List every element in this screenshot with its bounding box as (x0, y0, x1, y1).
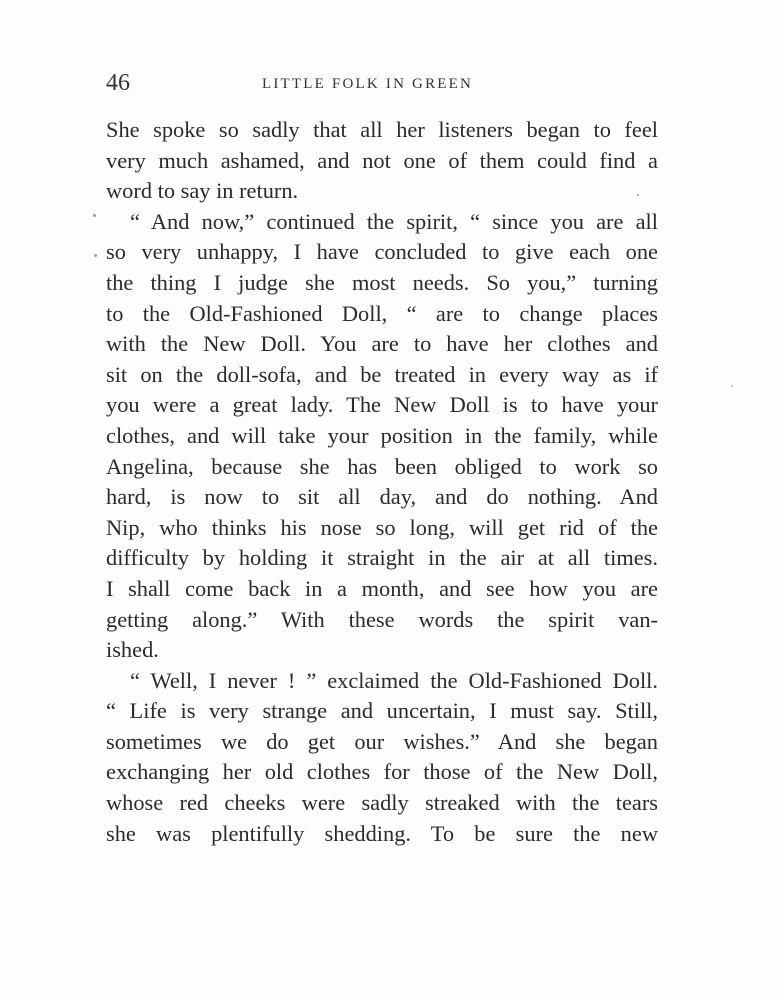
text-line: you were a great lady. The New Doll is to have your (106, 392, 658, 418)
text-line: “ Life is very strange and uncertain, I must say. Still, (106, 698, 658, 724)
text-line: clothes, and will take your position in the family, while (106, 422, 658, 448)
text-line: Angelina, because she has been obliged to work so (106, 453, 658, 479)
text-line: the thing I judge she most needs. So you,” turning (106, 269, 658, 295)
text-line: ished. (106, 637, 159, 663)
text-line: She spoke so sadly that all her listeners began to feel (106, 117, 658, 142)
text-line: with the New Doll. You are to have her clothes and (106, 331, 658, 357)
ink-speck (637, 194, 639, 196)
text-line: “ Well, I never ! ” exclaimed the Old-Fashioned Doll. (130, 667, 658, 693)
page-number: 46 (106, 70, 130, 96)
text-line: getting along.” With these words the spirit van- (106, 606, 658, 632)
text-line: I shall come back in a month, and see how you are (106, 575, 658, 601)
text-line: hard, is now to sit all day, and do nothing. And (106, 484, 658, 510)
text-line: so very unhappy, I have concluded to give each one (106, 239, 658, 265)
text-line: whose red cheeks were sadly streaked with the tears (106, 790, 658, 816)
text-line: to the Old-Fashioned Doll, “ are to change places (106, 300, 658, 326)
text-line: difficulty by holding it straight in the air at all times. (106, 545, 658, 571)
text-line: she was plentifully shedding. To be sure the new (106, 820, 658, 846)
text-line: Nip, who thinks his nose so long, will get rid of the (106, 514, 658, 540)
text-line: sometimes we do get our wishes.” And she began (106, 728, 658, 754)
text-line: very much ashamed, and not one of them could find a (106, 147, 658, 173)
ink-speck (731, 385, 733, 387)
text-line: exchanging her old clothes for those of the New Doll, (106, 759, 658, 785)
text-line: sit on the doll-sofa, and be treated in every way as if (106, 361, 658, 387)
page-header (106, 68, 658, 98)
ink-speck (93, 214, 96, 217)
running-head: LITTLE FOLK IN GREEN (262, 76, 474, 92)
ink-speck (94, 254, 97, 257)
text-line: “ And now,” continued the spirit, “ since you are all (130, 208, 658, 234)
body-text (106, 115, 658, 849)
text-line: word to say in return. (106, 178, 299, 204)
